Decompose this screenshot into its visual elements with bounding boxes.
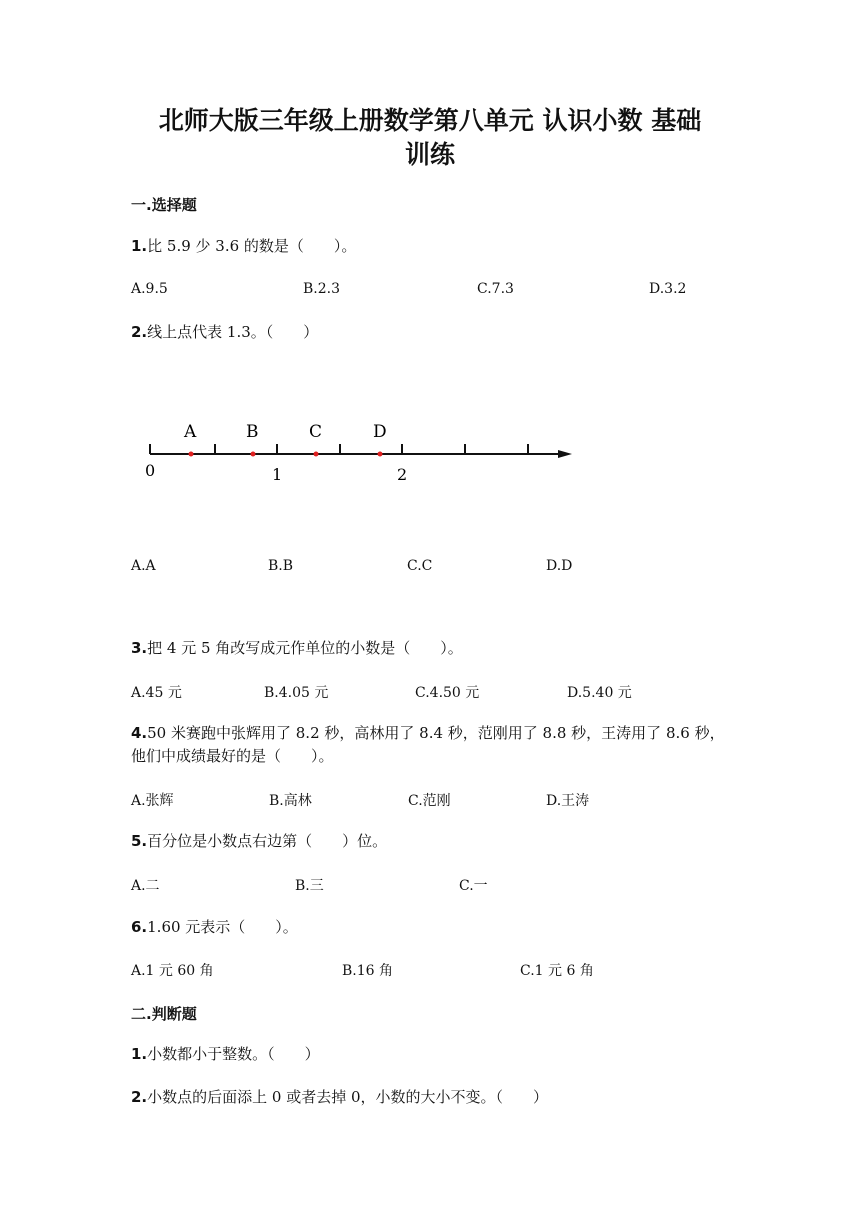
- question-number: 4.: [131, 724, 148, 742]
- question-text: 小数都小于整数。（ ）: [147, 1045, 320, 1063]
- option-d: D.D: [546, 558, 573, 574]
- option-b: B.三: [295, 878, 324, 894]
- option-a: A.A: [131, 558, 156, 574]
- option-a: A.1 元 60 角: [131, 963, 214, 979]
- option-a: A.张辉: [131, 793, 174, 809]
- title-line-1: 北师大版三年级上册数学第八单元 认识小数 基础: [158, 106, 702, 135]
- point-d: [378, 452, 383, 457]
- number-line-arrow: [558, 450, 572, 458]
- number-line-figure: [140, 410, 580, 490]
- question-number: 2.: [131, 1088, 148, 1106]
- point-label-d: D: [373, 422, 387, 442]
- question-text: 比 5.9 少 3.6 的数是（ ）。: [147, 237, 357, 255]
- question-2: [131, 321, 731, 344]
- question-number: 2.: [131, 323, 148, 341]
- tick-label-2: 2: [397, 465, 408, 484]
- question-text: 50 米赛跑中张辉用了 8.2 秒，高林用了 8.4 秒，范刚用了 8.8 秒，王涛用了 8.6 秒，他们中成绩最好的是（ ）。: [131, 724, 725, 765]
- option-d: D.3.2: [649, 281, 687, 297]
- question-text: 线上点代表 1.3。（ ）: [147, 323, 319, 341]
- option-c: C.1 元 6 角: [520, 963, 594, 979]
- question-number: 6.: [131, 918, 148, 936]
- question-6: [131, 916, 731, 939]
- option-a: A.二: [131, 878, 160, 894]
- point-label-a: A: [184, 422, 197, 442]
- question-text: 1.60 元表示（ ）。: [147, 918, 298, 936]
- option-b: B.16 角: [342, 963, 394, 979]
- question-text: 把 4 元 5 角改写成元作单位的小数是（ ）。: [147, 639, 463, 657]
- option-a: A.45 元: [131, 685, 182, 701]
- option-b: B.2.3: [303, 281, 341, 297]
- judge-question-1: [131, 1043, 731, 1066]
- option-d: D.王涛: [546, 793, 590, 809]
- option-c: C.C: [407, 558, 433, 574]
- point-c: [314, 452, 319, 457]
- question-1: [131, 235, 731, 258]
- point-a: [189, 452, 194, 457]
- question-5: [131, 830, 731, 853]
- point-label-c: C: [309, 422, 323, 442]
- section-heading-choice: 一.选择题: [131, 196, 197, 214]
- option-b: B.高林: [269, 793, 312, 809]
- question-text: 小数点的后面添上 0 或者去掉 0，小数的大小不变。（ ）: [147, 1088, 549, 1106]
- section-heading-judge: 二.判断题: [131, 1005, 197, 1023]
- question-number: 1.: [131, 237, 148, 255]
- title-line-2: 训练: [404, 140, 455, 169]
- question-4: [131, 722, 731, 768]
- option-c: C.范刚: [408, 793, 451, 809]
- option-b: B.4.05 元: [264, 685, 329, 701]
- point-label-b: B: [246, 422, 259, 442]
- option-c: C.4.50 元: [415, 685, 480, 701]
- option-d: D.5.40 元: [567, 685, 632, 701]
- option-b: B.B: [268, 558, 294, 574]
- question-text: 百分位是小数点右边第（ ）位。: [147, 832, 388, 850]
- option-c: C.一: [459, 878, 488, 894]
- question-number: 3.: [131, 639, 148, 657]
- question-number: 1.: [131, 1045, 148, 1063]
- option-c: C.7.3: [477, 281, 514, 297]
- page-title: [120, 104, 740, 172]
- option-a: A.9.5: [131, 281, 168, 297]
- question-number: 5.: [131, 832, 148, 850]
- tick-label-0: 0: [145, 461, 156, 480]
- judge-question-2: [131, 1086, 731, 1109]
- tick-label-1: 1: [272, 465, 283, 484]
- question-3: [131, 637, 731, 660]
- point-b: [251, 452, 256, 457]
